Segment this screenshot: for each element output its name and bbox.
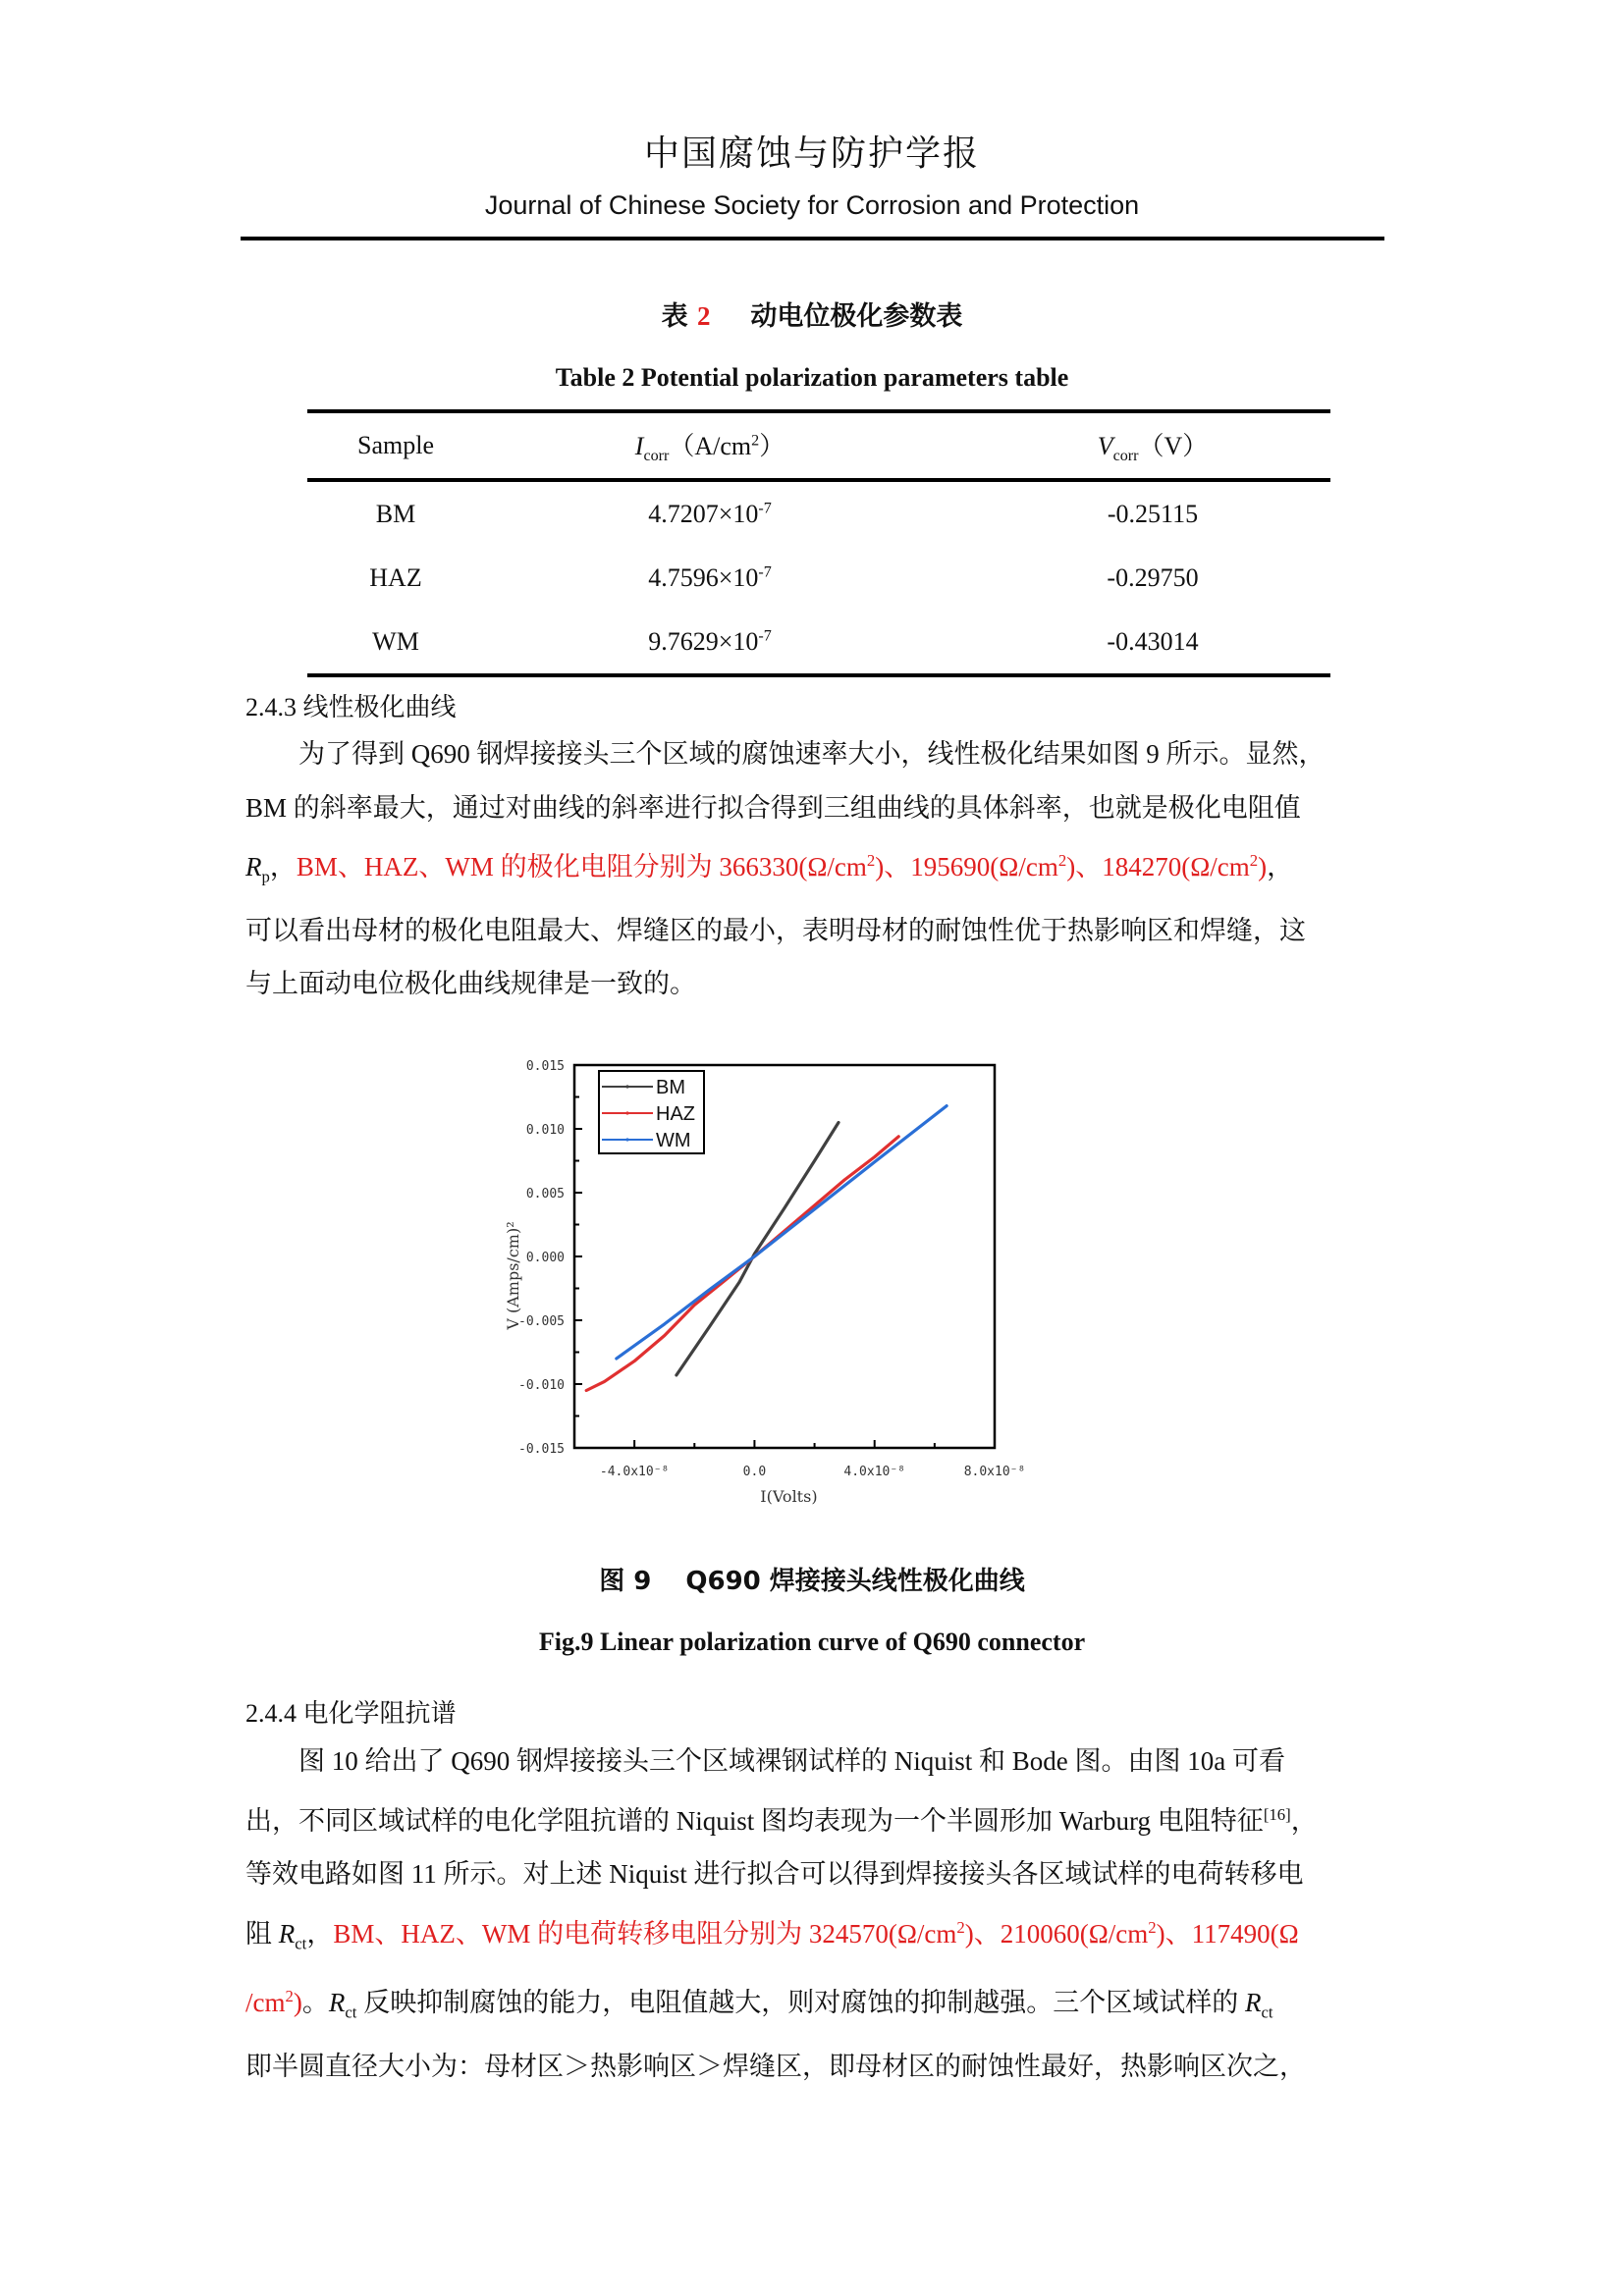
x-tick-label: 8.0x10⁻⁸ <box>963 1465 1026 1479</box>
cell-vcorr: -0.25115 <box>1107 499 1199 528</box>
series-line-bm <box>677 1123 839 1375</box>
table-row <box>307 482 1330 546</box>
text-line: 即半圆直径大小为：母材区＞热影响区＞焊缝区，即母材区的耐蚀性最好，热影响区次之， <box>245 2052 1306 2082</box>
cell-icorr: $4.7596\times 10^{-7}$ <box>648 562 772 592</box>
plot-area <box>504 1059 1025 1506</box>
table-row <box>307 610 1330 673</box>
table-number: 2 <box>697 301 711 331</box>
y-tick-label: 0.015 <box>525 1059 565 1074</box>
journal-title-en: Journal of Chinese Society for Corrosion and Protection <box>484 190 1140 220</box>
x-tick-label: 0.0 <box>742 1465 767 1479</box>
x-tick-label: -4.0x10⁻⁸ <box>599 1465 670 1479</box>
legend-label: BM <box>656 1077 685 1098</box>
x-tick-label: 4.0x10⁻⁸ <box>843 1465 906 1479</box>
y-tick-label: 0.010 <box>525 1123 565 1138</box>
citation-ref: [16] <box>1263 1804 1291 1824</box>
text-line: $R_p$，BM、HAZ、WM 的极化电阻分别为 $366330(\Omega/cm^2)$、$195690(\Omega/cm^2)$、$184270(\Omega/cm^2)$， <box>245 851 1294 886</box>
column-header-sample: Sample <box>357 431 434 459</box>
highlighted-charge-transfer-resistance: BM、HAZ、WM 的电荷转移电阻分别为 $324570(\Omega/cm^2)$、$210060(\Omega/cm^2)$、117490(Ω <box>333 1917 1299 1949</box>
cell-vcorr: -0.29750 <box>1107 562 1199 592</box>
table-title-en: Table 2 Potential polarization parameters table <box>555 363 1069 392</box>
linear-polarization-chart <box>491 1041 1119 1531</box>
figure-caption-en: Fig.9 Linear polarization curve of Q690 connector <box>538 1628 1086 1656</box>
text-line: 阻 $R_{ct}$，BM、HAZ、WM 的电荷转移电阻分别为 $324570(\Omega/cm^2)$、$210060(\Omega/cm^2)$、117490(Ω <box>245 1917 1299 1952</box>
column-header-icorr: $I_{corr}(A/cm^2)$ <box>634 431 785 465</box>
paragraph-eis <box>245 1735 1384 2094</box>
text-line: 出，不同区域试样的电化学阻抗谱的 Niquist 图均表现为一个半圆形加 Warburg 电阻特征[16]， <box>245 1804 1318 1836</box>
table-label: 表 <box>661 301 688 332</box>
chart-canvas <box>491 1041 1119 1531</box>
table-title-cn <box>0 294 1624 333</box>
polarization-parameters-table <box>307 409 1330 677</box>
header-divider <box>241 237 1384 240</box>
table-bottom-rule <box>307 673 1330 677</box>
y-tick-label: 0.005 <box>525 1187 565 1201</box>
figure-caption-cn: 图 9 Q690 焊接接头线性极化曲线 <box>599 1567 1025 1596</box>
text-line: 为了得到 Q690 钢焊接接头三个区域的腐蚀速率大小，线性极化结果如图 9 所示。显然， <box>298 739 1326 769</box>
highlighted-polarization-resistance: BM、HAZ、WM 的极化电阻分别为 $366330(\Omega/cm^2)$、$195690(\Omega/cm^2)$、$184270(\Omega/cm^2)$ <box>296 851 1268 881</box>
text-line: 等效电路如图 11 所示。对上述 Niquist 进行拟合可以得到焊接接头各区域试样的电荷转移电 <box>245 1859 1304 1889</box>
y-axis-title: V (Amps/cm)² <box>504 1221 522 1330</box>
legend-label: HAZ <box>656 1103 695 1125</box>
legend-label: WM <box>656 1130 691 1151</box>
x-axis-title: I(Volts) <box>760 1487 818 1506</box>
cell-icorr: $4.7207\times 10^{-7}$ <box>648 499 772 528</box>
y-tick-label: -0.015 <box>518 1442 565 1457</box>
cell-icorr: $9.7629\times 10^{-7}$ <box>648 626 772 656</box>
text-line: 可以看出母材的极化电阻最大、焊缝区的最小，表明母材的耐蚀性优于热影响区和焊缝，这 <box>245 915 1306 945</box>
table-title-text: 动电位极化参数表 <box>750 301 963 332</box>
table-header-row <box>307 413 1330 478</box>
text-line: 与上面动电位极化曲线规律是一致的。 <box>245 969 696 999</box>
text-line: $/cm^2$)。$R_{ct}$ 反映抑制腐蚀的能力，电阻值越大，则对腐蚀的抑制越强。三个区域试样的 $R_{ct}$ <box>245 1987 1273 2022</box>
table-row <box>307 546 1330 610</box>
cell-sample: BM <box>375 499 416 528</box>
paragraph-linear-polarization <box>245 727 1384 1011</box>
y-tick-label: 0.000 <box>525 1251 565 1265</box>
journal-title-cn: 中国腐蚀与防护学报 <box>643 133 980 174</box>
text-line: 图 10 给出了 Q690 钢焊接接头三个区域裸钢试样的 Niquist 和 Bode 图。由图 10a 可看 <box>298 1746 1285 1776</box>
cell-sample: HAZ <box>369 562 422 592</box>
y-tick-label: -0.010 <box>518 1378 565 1393</box>
column-header-vcorr: $V_{corr}(V)$ <box>1097 431 1209 465</box>
section-heading-2-4-3: 2.4.3 线性极化曲线 <box>245 693 457 721</box>
y-tick-label: -0.005 <box>518 1314 565 1329</box>
section-heading-2-4-4: 2.4.4 电化学阻抗谱 <box>245 1699 457 1728</box>
cell-sample: WM <box>372 626 419 656</box>
cell-vcorr: -0.43014 <box>1107 626 1199 656</box>
text-line: BM 的斜率最大，通过对曲线的斜率进行拟合得到三组曲线的具体斜率，也就是极化电阻值 <box>245 792 1301 823</box>
